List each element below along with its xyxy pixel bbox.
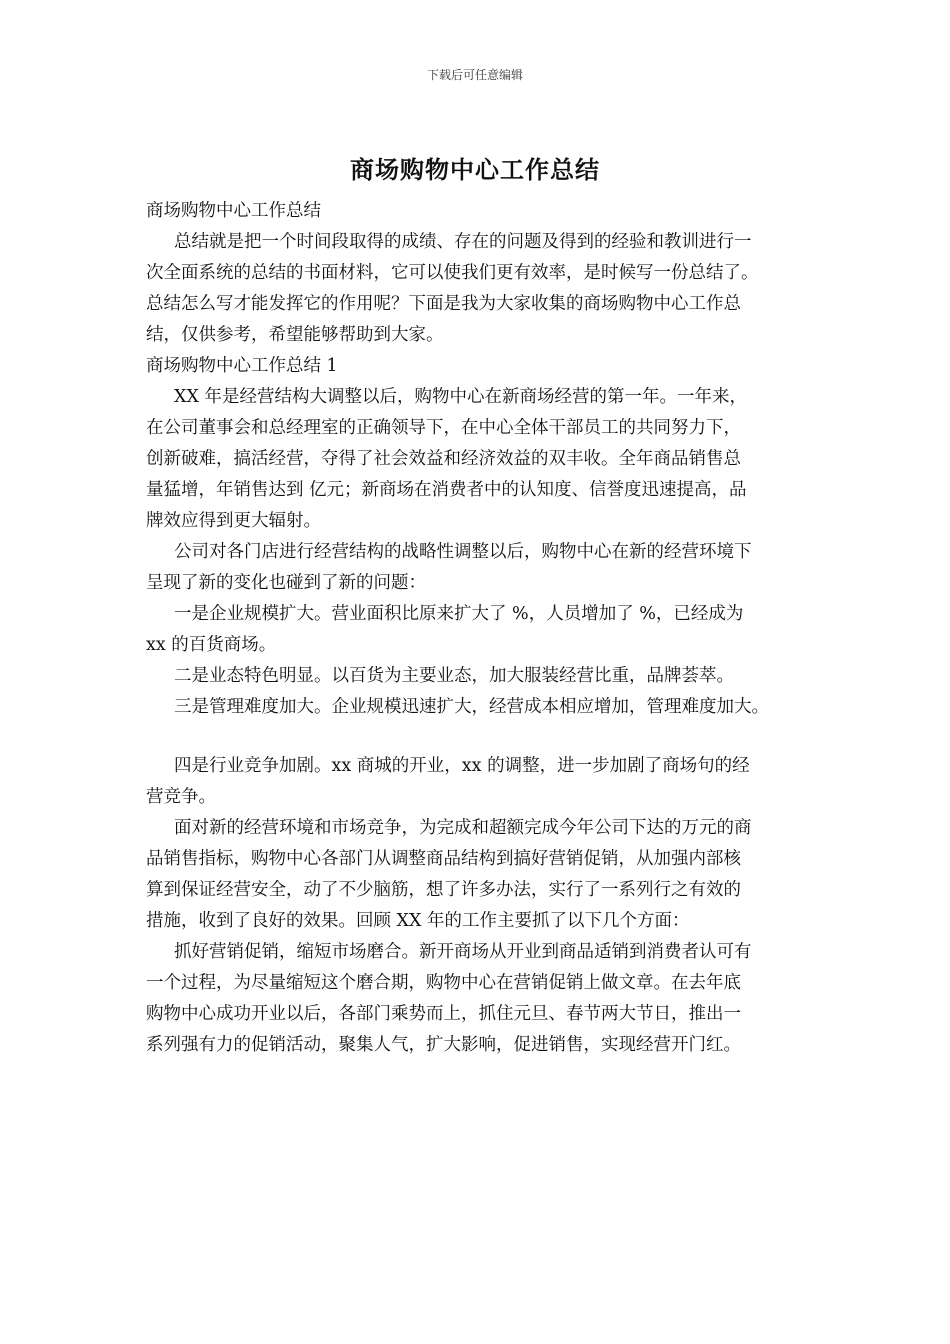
text-line: 总结怎么写才能发挥它的作用呢？下面是我为大家收集的商场购物中心工作总	[146, 294, 741, 314]
text-line: 二是业态特色明显。以百货为主要业态，加大服装经营比重，品牌荟萃。	[174, 666, 734, 686]
text-line: 次全面系统的总结的书面材料，它可以使我们更有效率，是时候写一份总结了。	[146, 263, 759, 283]
text-line: XX 年是经营结构大调整以后，购物中心在新商场经营的第一年。一年来，	[174, 387, 747, 407]
text-line: 牌效应得到更大辐射。	[146, 511, 321, 531]
paragraph-gap	[146, 723, 821, 751]
text-line: 公司对各门店进行经营结构的战略性调整以后，购物中心在新的经营环境下	[174, 542, 752, 562]
text-line: 呈现了新的变化也碰到了新的问题：	[146, 573, 426, 593]
text-line: 在公司董事会和总经理室的正确领导下，在中心全体干部员工的共同努力下，	[146, 418, 741, 438]
text-line: 结，仅供参考，希望能够帮助到大家。	[146, 325, 444, 345]
text-line: 商场购物中心工作总结 1	[146, 356, 338, 376]
text-line: 商场购物中心工作总结	[146, 201, 321, 221]
text-line: 总结就是把一个时间段取得的成绩、存在的问题及得到的经验和教训进行一	[174, 232, 752, 252]
text-line: 四是行业竞争加剧。xx 商城的开业，xx 的调整，进一步加剧了商场句的经	[174, 756, 750, 776]
text-line: xx 的百货商场。	[146, 635, 277, 655]
text-line: 一是企业规模扩大。营业面积比原来扩大了 %，人员增加了 %，已经成为	[174, 604, 744, 624]
text-line: 品销售指标，购物中心各部门从调整商品结构到搞好营销促销，从加强内部核	[146, 849, 741, 869]
text-line: 创新破难，搞活经营，夺得了社会效益和经济效益的双丰收。全年商品销售总	[146, 449, 741, 469]
text-line: 量猛增，年销售达到 亿元；新商场在消费者中的认知度、信誉度迅速提高，品	[146, 480, 747, 500]
text-line: 面对新的经营环境和市场竞争，为完成和超额完成今年公司下达的万元的商	[174, 818, 752, 838]
header-note: 下载后可任意编辑	[426, 68, 523, 82]
document-title: 商场购物中心工作总结	[350, 155, 600, 184]
text-line: 营竞争。	[146, 787, 216, 807]
text-line: 措施，收到了良好的效果。回顾 XX 年的工作主要抓了以下几个方面：	[146, 911, 690, 931]
document-body	[146, 196, 821, 1061]
text-line: 一个过程，为尽量缩短这个磨合期，购物中心在营销促销上做文章。在去年底	[146, 973, 741, 993]
text-line: 三是管理难度加大。企业规模迅速扩大，经营成本相应增加，管理难度加大。	[174, 697, 769, 717]
text-line: 系列强有力的促销活动，聚集人气，扩大影响，促进销售，实现经营开门红。	[146, 1035, 741, 1055]
text-line: 算到保证经营安全，动了不少脑筋，想了许多办法，实行了一系列行之有效的	[146, 880, 741, 900]
text-line: 购物中心成功开业以后，各部门乘势而上，抓住元旦、春节两大节日，推出一	[146, 1004, 741, 1024]
text-line: 抓好营销促销，缩短市场磨合。新开商场从开业到商品适销到消费者认可有	[174, 942, 752, 962]
